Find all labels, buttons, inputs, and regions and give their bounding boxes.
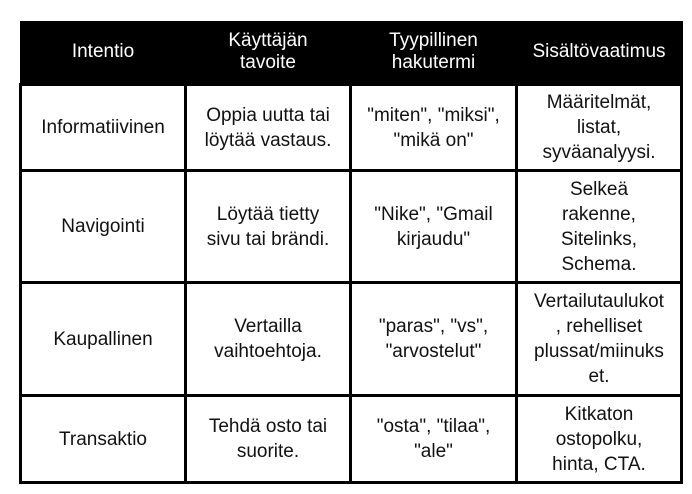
cell-text: ostopolku, <box>555 428 643 450</box>
cell-query <box>351 171 517 283</box>
search-intent-table <box>19 21 683 484</box>
cell-text: kirjaudu" <box>396 228 471 250</box>
cell-text: "miten", "miksi", <box>367 104 500 126</box>
table-row <box>21 171 682 283</box>
cell-text: Selkeä <box>569 178 629 200</box>
cell-text: Transaktio <box>59 428 147 450</box>
header-intent <box>21 21 186 85</box>
cell-text: plussat/miinuks <box>534 341 664 362</box>
cell-text: Löytää tietty <box>216 203 320 225</box>
cell-text: "osta", "tilaa", <box>376 416 491 437</box>
cell-text: suorite. <box>236 441 300 462</box>
header-text: Intentio <box>71 41 135 62</box>
cell-text: syväanalyysi. <box>542 142 656 163</box>
header-text: hakutermi <box>391 52 476 73</box>
cell-text: Navigointi <box>61 216 145 237</box>
header-text: Sisältövaatimus <box>532 41 666 62</box>
table-row <box>21 85 682 171</box>
cell-text: Kitkaton <box>564 403 634 425</box>
cell-text: Vertailutaulukot <box>534 291 664 312</box>
header-typical-query <box>351 21 517 85</box>
cell-content <box>517 283 682 396</box>
cell-text: vaihtoehtoja. <box>214 341 322 362</box>
cell-intent <box>21 283 186 396</box>
cell-text: Schema. <box>561 253 637 275</box>
cell-text: Vertailla <box>234 316 302 337</box>
cell-content <box>517 85 682 171</box>
cell-intent <box>21 85 186 171</box>
cell-text: hinta, CTA. <box>552 453 646 475</box>
header-text: Käyttäjän <box>228 30 308 51</box>
cell-goal <box>186 396 351 483</box>
cell-text: Määritelmät, <box>546 92 652 113</box>
cell-query <box>351 85 517 171</box>
cell-text: , rehelliset <box>555 316 643 337</box>
cell-text: Oppia uutta tai <box>206 104 330 126</box>
cell-intent <box>21 396 186 483</box>
table-row <box>21 396 682 483</box>
cell-text: Sitelinks, <box>560 228 638 250</box>
cell-text: "Nike", "Gmail <box>374 203 493 225</box>
cell-text: et. <box>588 366 610 387</box>
cell-query <box>351 396 517 483</box>
cell-content <box>517 396 682 483</box>
cell-intent <box>21 171 186 283</box>
cell-text: sivu tai brändi. <box>206 228 330 250</box>
cell-text: Tehdä osto tai <box>208 416 328 437</box>
cell-text: löytää vastaus. <box>204 129 332 151</box>
cell-text: "ale" <box>414 441 453 462</box>
header-content-requirement <box>517 21 682 85</box>
cell-text: "paras", "vs", <box>378 316 489 337</box>
cell-content <box>517 171 682 283</box>
header-text: tavoite <box>240 52 296 73</box>
cell-text: "mikä on" <box>393 129 474 151</box>
cell-query <box>351 283 517 396</box>
cell-text: Informatiivinen <box>41 117 165 138</box>
header-user-goal <box>186 21 351 85</box>
cell-text: listat, <box>576 117 622 138</box>
cell-text: Kaupallinen <box>53 328 153 350</box>
header-row <box>21 21 682 85</box>
cell-goal <box>186 85 351 171</box>
cell-goal <box>186 283 351 396</box>
cell-goal <box>186 171 351 283</box>
header-text: Tyypillinen <box>389 30 478 51</box>
cell-text: "arvostelut" <box>385 341 482 362</box>
table-row <box>21 283 682 396</box>
cell-text: rakenne, <box>562 203 636 225</box>
